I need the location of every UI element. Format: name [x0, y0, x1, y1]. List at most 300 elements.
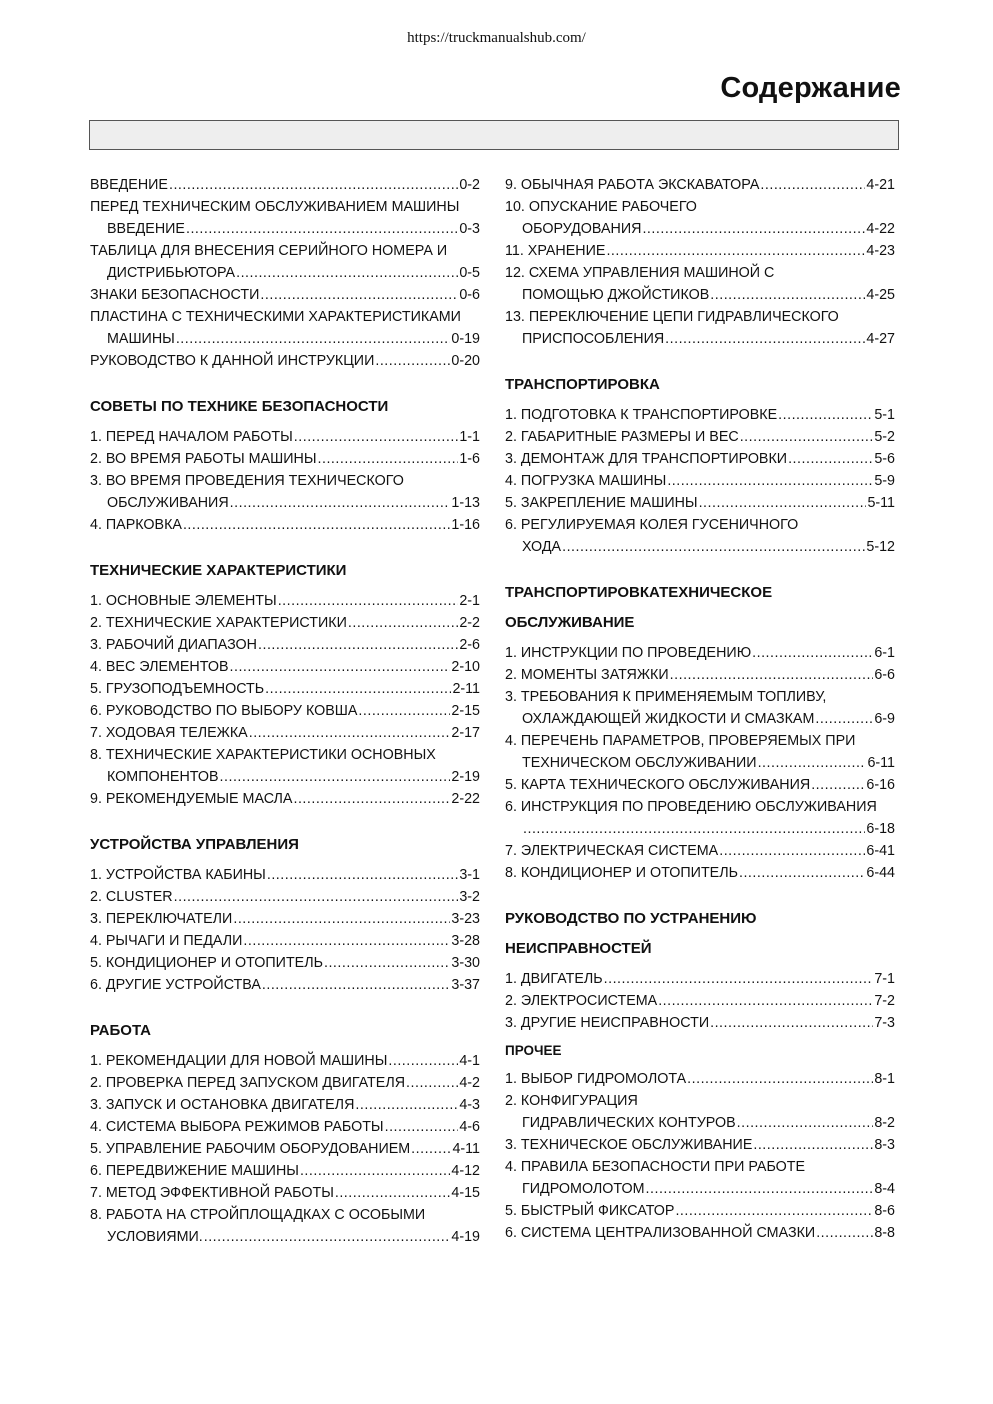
toc-entry-line — [505, 306, 895, 328]
toc-entry-label: 12. СХЕМА УПРАВЛЕНИЯ МАШИНОЙ С — [505, 265, 775, 281]
dot-leader — [375, 350, 450, 372]
toc-entry-label: ЗНАКИ БЕЗОПАСНОСТИ — [90, 287, 260, 303]
toc-entry-line — [505, 774, 895, 796]
toc-entry-line — [90, 886, 480, 908]
toc-entry[interactable] — [90, 886, 480, 908]
toc-entry-line — [90, 240, 480, 262]
dot-leader — [740, 426, 874, 448]
toc-page-number: 0-2 — [459, 177, 480, 193]
toc-page-number: 0-19 — [451, 331, 480, 347]
toc-entry[interactable] — [90, 196, 480, 240]
toc-entry[interactable] — [90, 1138, 480, 1160]
toc-page-number: 7-3 — [874, 1015, 895, 1031]
toc-page-number: 8-3 — [874, 1137, 895, 1153]
toc-entry[interactable] — [90, 1160, 480, 1182]
dot-leader — [646, 1178, 874, 1200]
toc-entry-line — [505, 796, 895, 818]
toc-page-number: 4-2 — [459, 1075, 480, 1091]
toc-entry-label: ДИСТРИБЬЮТОРА — [107, 265, 236, 281]
section-heading — [505, 1040, 895, 1062]
toc-entry[interactable] — [90, 678, 480, 700]
toc-entry-line — [90, 470, 480, 492]
dot-leader — [204, 1226, 451, 1248]
toc-page-number: 4-6 — [459, 1119, 480, 1135]
toc-page-number: 3-2 — [459, 889, 480, 905]
toc-entry-line — [505, 862, 895, 884]
toc-entry-label: 6. ИНСТРУКЦИЯ ПО ПРОВЕДЕНИЮ ОБСЛУЖИВАНИЯ — [505, 799, 877, 815]
toc-entry-label: 1. ИНСТРУКЦИИ ПО ПРОВЕДЕНИЮ — [505, 645, 752, 661]
toc-entry[interactable] — [505, 1012, 895, 1034]
dot-leader — [778, 404, 873, 426]
toc-entry-label: ОБОРУДОВАНИЯ — [522, 221, 642, 237]
toc-entry-line — [90, 700, 480, 722]
toc-entry[interactable] — [505, 426, 895, 448]
toc-entry-line — [505, 1112, 895, 1134]
toc-entry-line — [90, 908, 480, 930]
toc-entry-label: УСЛОВИЯМИ. — [107, 1229, 203, 1245]
toc-entry-label: ПЕРЕД ТЕХНИЧЕСКИМ ОБСЛУЖИВАНИЕМ МАШИНЫ — [90, 199, 460, 215]
section-heading — [505, 582, 895, 634]
toc-entry-label: 3. ЗАПУСК И ОСТАНОВКА ДВИГАТЕЛЯ — [90, 1097, 355, 1113]
toc-entry-label: 4. РЫЧАГИ И ПЕДАЛИ — [90, 933, 243, 949]
section-heading-line: ТРАНСПОРТИРОВКА — [505, 376, 660, 393]
dot-leader — [293, 788, 450, 810]
toc-entry[interactable] — [90, 908, 480, 930]
dot-leader — [220, 766, 451, 788]
toc-entry-line — [90, 656, 480, 678]
toc-entry-line — [505, 426, 895, 448]
toc-page-number: 4-25 — [866, 287, 895, 303]
toc-page-number: 3-1 — [459, 867, 480, 883]
dot-leader — [243, 930, 450, 952]
dot-leader — [739, 862, 865, 884]
toc-entry[interactable] — [505, 1222, 895, 1244]
toc-entry[interactable] — [505, 1134, 895, 1156]
toc-entry-line — [90, 788, 480, 810]
toc-entry-label: 1. РЕКОМЕНДАЦИИ ДЛЯ НОВОЙ МАШИНЫ — [90, 1053, 388, 1069]
toc-entry-label: ТАБЛИЦА ДЛЯ ВНЕСЕНИЯ СЕРИЙНОГО НОМЕРА И — [90, 243, 448, 259]
toc-page-number: 8-4 — [874, 1181, 895, 1197]
dot-leader — [183, 514, 450, 536]
dot-leader — [174, 886, 459, 908]
toc-entry-label: ХОДА — [522, 539, 562, 555]
toc-entry[interactable] — [505, 492, 895, 514]
toc-page-number: 3-23 — [451, 911, 480, 927]
toc-entry-label: 5. КОНДИЦИОНЕР И ОТОПИТЕЛЬ — [90, 955, 323, 971]
toc-entry[interactable] — [505, 730, 895, 774]
section-heading-line: РУКОВОДСТВО ПО УСТРАНЕНИЮ — [505, 910, 757, 927]
title-rule-bar — [89, 120, 899, 150]
toc-entry[interactable] — [505, 990, 895, 1012]
toc-entry[interactable] — [505, 1090, 895, 1134]
toc-entry[interactable] — [90, 306, 480, 350]
toc-entry-label: 4. ПЕРЕЧЕНЬ ПАРАМЕТРОВ, ПРОВЕРЯЕМЫХ ПРИ — [505, 733, 856, 749]
toc-page-number: 4-15 — [451, 1185, 480, 1201]
toc-entry-label: 3. ДРУГИЕ НЕИСПРАВНОСТИ — [505, 1015, 710, 1031]
toc-entry-label: 2. ЭЛЕКТРОСИСТЕМА — [505, 993, 658, 1009]
toc-entry-line — [505, 328, 895, 350]
toc-entry[interactable] — [90, 174, 480, 196]
toc-entry[interactable] — [505, 306, 895, 350]
toc-entry-label: 5. БЫСТРЫЙ ФИКСАТОР — [505, 1203, 675, 1219]
toc-page-number: 4-21 — [866, 177, 895, 193]
toc-entry-label: 2. CLUSTER — [90, 889, 173, 905]
toc-entry-label: 7. МЕТОД ЭФФЕКТИВНОЙ РАБОТЫ — [90, 1185, 334, 1201]
toc-entry[interactable] — [90, 514, 480, 536]
dot-leader — [675, 1200, 873, 1222]
section-heading-line: РАБОТА — [90, 1022, 152, 1039]
dot-leader — [710, 284, 865, 306]
toc-entry-line — [90, 612, 480, 634]
toc-entry-line — [505, 240, 895, 262]
section-heading-line: ТРАНСПОРТИРОВКАТЕХНИЧЕСКОЕ — [505, 584, 773, 601]
toc-page-number: 6-41 — [866, 843, 895, 859]
toc-entry-line — [505, 1156, 895, 1178]
toc-entry-label: ТЕХНИЧЕСКОМ ОБСЛУЖИВАНИИ — [522, 755, 757, 771]
toc-entry[interactable] — [505, 686, 895, 730]
toc-entry-line — [90, 1182, 480, 1204]
toc-entry-label: 1. УСТРОЙСТВА КАБИНЫ — [90, 867, 266, 883]
toc-page-number: 8-2 — [874, 1115, 895, 1131]
toc-entry[interactable] — [90, 448, 480, 470]
toc-entry-label: 5. ГРУЗОПОДЪЕМНОСТЬ — [90, 681, 265, 697]
toc-entry-label: 3. ВО ВРЕМЯ ПРОВЕДЕНИЯ ТЕХНИЧЕСКОГО — [90, 473, 404, 489]
toc-entry[interactable] — [90, 612, 480, 634]
toc-entry-line — [90, 1116, 480, 1138]
toc-page-number: 4-23 — [866, 243, 895, 259]
section-heading — [90, 834, 480, 856]
toc-page-number: 6-44 — [866, 865, 895, 881]
toc-page-number: 8-6 — [874, 1203, 895, 1219]
toc-entry-line — [505, 536, 895, 558]
toc-entry[interactable] — [505, 514, 895, 558]
toc-page-number: 2-19 — [451, 769, 480, 785]
toc-entry-line — [505, 218, 895, 240]
toc-entry[interactable] — [505, 262, 895, 306]
toc-page-number: 2-2 — [459, 615, 480, 631]
toc-entry-line — [505, 730, 895, 752]
toc-entry-line — [90, 448, 480, 470]
toc-entry-label: 1. ОСНОВНЫЕ ЭЛЕМЕНТЫ — [90, 593, 277, 609]
toc-entry-line — [90, 1204, 480, 1226]
toc-page-number: 5-2 — [874, 429, 895, 445]
toc-entry-line — [505, 686, 895, 708]
toc-entry-label: 6. РЕГУЛИРУЕМАЯ КОЛЕЯ ГУСЕНИЧНОГО — [505, 517, 799, 533]
toc-entry-line — [90, 328, 480, 350]
toc-entry[interactable] — [90, 426, 480, 448]
toc-entry-line — [505, 514, 895, 536]
toc-page-number: 1-1 — [459, 429, 480, 445]
toc-entry-label: 1. ПОДГОТОВКА К ТРАНСПОРТИРОВКЕ — [505, 407, 778, 423]
toc-entry[interactable] — [90, 974, 480, 996]
toc-page-number: 0-6 — [459, 287, 480, 303]
toc-entry[interactable] — [90, 634, 480, 656]
toc-entry-label: 2. ГАБАРИТНЫЕ РАЗМЕРЫ И ВЕС — [505, 429, 739, 445]
toc-entry[interactable] — [90, 470, 480, 514]
toc-entry-label: 2. ТЕХНИЧЕСКИЕ ХАРАКТЕРИСТИКИ — [90, 615, 347, 631]
dot-leader — [760, 174, 865, 196]
dot-leader — [815, 708, 873, 730]
toc-entry-line — [505, 492, 895, 514]
toc-entry-line — [90, 218, 480, 240]
dot-leader — [699, 492, 867, 514]
toc-entry[interactable] — [505, 862, 895, 884]
dot-leader — [230, 656, 451, 678]
dot-leader — [358, 700, 450, 722]
toc-entry-line — [90, 1072, 480, 1094]
toc-entry[interactable] — [90, 590, 480, 612]
toc-entry[interactable] — [505, 968, 895, 990]
source-url: https://truckmanualshub.com/ — [407, 30, 586, 46]
toc-entry[interactable] — [505, 174, 895, 196]
toc-entry-label: РУКОВОДСТВО К ДАННОЙ ИНСТРУКЦИИ — [90, 353, 375, 369]
toc-entry-line — [505, 1134, 895, 1156]
toc-entry-label: 8. ТЕХНИЧЕСКИЕ ХАРАКТЕРИСТИКИ ОСНОВНЫХ — [90, 747, 436, 763]
toc-entry[interactable] — [90, 656, 480, 678]
toc-entry-line — [90, 1094, 480, 1116]
toc-entry-label: 4. ПОГРУЗКА МАШИНЫ — [505, 473, 667, 489]
toc-entry-line — [505, 990, 895, 1012]
toc-entry-line — [90, 634, 480, 656]
toc-entry-line — [505, 284, 895, 306]
toc-page-number: 4-11 — [452, 1141, 480, 1157]
toc-entry-line — [90, 744, 480, 766]
toc-entry[interactable] — [505, 240, 895, 262]
toc-entry[interactable] — [90, 952, 480, 974]
toc-page-number: 7-2 — [874, 993, 895, 1009]
toc-entry[interactable] — [505, 196, 895, 240]
toc-entry-label: 2. ПРОВЕРКА ПЕРЕД ЗАПУСКОМ ДВИГАТЕЛЯ — [90, 1075, 406, 1091]
toc-page-number: 6-11 — [867, 755, 895, 771]
toc-entry-label: ПЛАСТИНА С ТЕХНИЧЕСКИМИ ХАРАКТЕРИСТИКАМИ — [90, 309, 461, 325]
toc-entry-line — [90, 722, 480, 744]
toc-page-number: 8-1 — [874, 1071, 895, 1087]
toc-entry-label: 4. ПРАВИЛА БЕЗОПАСНОСТИ ПРИ РАБОТЕ — [505, 1159, 806, 1175]
toc-entry-label: ПОМОЩЬЮ ДЖОЙСТИКОВ — [522, 287, 710, 303]
toc-entry-line — [505, 448, 895, 470]
toc-entry-label: 6. РУКОВОДСТВО ПО ВЫБОРУ КОВША — [90, 703, 358, 719]
toc-page-number: 0-20 — [451, 353, 480, 369]
toc-entry[interactable] — [90, 788, 480, 810]
toc-page-number: 3-37 — [451, 977, 480, 993]
dot-leader — [324, 952, 450, 974]
toc-entry[interactable] — [90, 722, 480, 744]
toc-entry-line — [505, 470, 895, 492]
dot-leader — [753, 1134, 873, 1156]
toc-entry[interactable] — [505, 840, 895, 862]
toc-entry[interactable] — [90, 240, 480, 284]
toc-entry[interactable] — [90, 864, 480, 886]
dot-leader — [604, 968, 874, 990]
dot-leader — [176, 328, 451, 350]
toc-page-number: 5-12 — [866, 539, 895, 555]
toc-page-number: 2-11 — [452, 681, 480, 697]
dot-leader — [230, 492, 451, 514]
dot-leader — [710, 1012, 873, 1034]
toc-entry-line — [505, 708, 895, 730]
toc-page-number: 5-9 — [874, 473, 895, 489]
toc-page-number: 3-28 — [451, 933, 480, 949]
section-heading — [90, 560, 480, 582]
toc-page-number: 2-1 — [459, 593, 480, 609]
toc-page-number: 4-12 — [451, 1163, 480, 1179]
toc-entry-line — [505, 196, 895, 218]
dot-leader — [236, 262, 458, 284]
toc-entry-line — [505, 262, 895, 284]
toc-entry[interactable] — [90, 1116, 480, 1138]
dot-leader — [719, 840, 865, 862]
toc-entry[interactable] — [90, 1072, 480, 1094]
toc-entry-label: 2. ВО ВРЕМЯ РАБОТЫ МАШИНЫ — [90, 451, 317, 467]
toc-page-number: 5-11 — [867, 495, 895, 511]
toc-page-number: 1-16 — [451, 517, 480, 533]
toc-entry-line — [90, 590, 480, 612]
dot-leader — [258, 634, 458, 656]
toc-page-number: 2-6 — [459, 637, 480, 653]
toc-entry-label: 8. РАБОТА НА СТРОЙПЛОЩАДКАХ С ОСОБЫМИ — [90, 1207, 426, 1223]
toc-entry-label: 7. ЭЛЕКТРИЧЕСКАЯ СИСТЕМА — [505, 843, 719, 859]
toc-entry[interactable] — [90, 350, 480, 372]
toc-page-number: 5-6 — [874, 451, 895, 467]
dot-leader — [318, 448, 459, 470]
toc-right-column — [505, 174, 895, 1244]
toc-entry[interactable] — [505, 642, 895, 664]
toc-entry-label: 5. УПРАВЛЕНИЕ РАБОЧИМ ОБОРУДОВАНИЕМ — [90, 1141, 411, 1157]
toc-entry-line — [90, 306, 480, 328]
toc-entry[interactable] — [505, 796, 895, 840]
toc-entry-line — [90, 426, 480, 448]
toc-entry[interactable] — [90, 1050, 480, 1072]
toc-entry-label: 6. ПЕРЕДВИЖЕНИЕ МАШИНЫ — [90, 1163, 299, 1179]
dot-leader — [355, 1094, 458, 1116]
toc-entry-label: 6. ДРУГИЕ УСТРОЙСТВА — [90, 977, 261, 993]
toc-entry-label: ОХЛАЖДАЮЩЕЙ ЖИДКОСТИ И СМАЗКАМ — [522, 711, 815, 727]
toc-page-number: 5-1 — [874, 407, 895, 423]
toc-entry[interactable] — [90, 284, 480, 306]
toc-entry-label: 6. СИСТЕМА ЦЕНТРАЛИЗОВАННОЙ СМАЗКИ — [505, 1225, 816, 1241]
toc-entry-label: 8. КОНДИЦИОНЕР И ОТОПИТЕЛЬ — [505, 865, 738, 881]
toc-entry-line — [90, 1050, 480, 1072]
toc-entry-label: ПРИСПОСОБЛЕНИЯ — [522, 331, 665, 347]
toc-entry-label: 3. ТРЕБОВАНИЯ К ПРИМЕНЯЕМЫМ ТОПЛИВУ, — [505, 689, 827, 705]
dot-leader — [670, 664, 874, 686]
toc-entry-line — [90, 1226, 480, 1248]
toc-entry-label: 5. ЗАКРЕПЛЕНИЕ МАШИНЫ — [505, 495, 698, 511]
dot-leader — [260, 284, 458, 306]
toc-page-number: 6-9 — [874, 711, 895, 727]
toc-entry-label: 4. ПАРКОВКА — [90, 517, 182, 533]
toc-page-number: 2-10 — [451, 659, 480, 675]
toc-entry-line — [505, 1178, 895, 1200]
section-heading — [505, 908, 895, 960]
toc-entry-label: ОБСЛУЖИВАНИЯ — [107, 495, 229, 511]
toc-entry[interactable] — [505, 664, 895, 686]
dot-leader — [267, 864, 458, 886]
dot-leader — [300, 1160, 450, 1182]
toc-page-number: 4-1 — [459, 1053, 480, 1069]
toc-entry-label: 1. ДВИГАТЕЛЬ — [505, 971, 603, 987]
section-heading-line: НЕИСПРАВНОСТЕЙ — [505, 940, 652, 957]
toc-entry-line — [90, 678, 480, 700]
toc-entry-line — [505, 404, 895, 426]
toc-page-number: 6-6 — [874, 667, 895, 683]
toc-entry[interactable] — [90, 1094, 480, 1116]
toc-entry[interactable] — [505, 1068, 895, 1090]
toc-entry-label: 2. КОНФИГУРАЦИЯ — [505, 1093, 638, 1109]
toc-entry-line — [505, 840, 895, 862]
toc-page-number: 4-19 — [451, 1229, 480, 1245]
page-title: Содержание — [720, 72, 901, 104]
toc-entry-line — [505, 1090, 895, 1112]
toc-entry[interactable] — [505, 404, 895, 426]
dot-leader — [186, 218, 458, 240]
section-heading — [505, 374, 895, 396]
toc-entry[interactable] — [505, 448, 895, 470]
toc-entry[interactable] — [90, 1204, 480, 1248]
section-heading-line: ТЕХНИЧЕСКИЕ ХАРАКТЕРИСТИКИ — [90, 562, 347, 579]
toc-entry-label: 11. ХРАНЕНИЕ — [505, 243, 606, 259]
toc-entry[interactable] — [90, 930, 480, 952]
section-heading-line: СОВЕТЫ ПО ТЕХНИКЕ БЕЗОПАСНОСТИ — [90, 398, 389, 415]
toc-entry-line — [505, 1068, 895, 1090]
dot-leader — [687, 1068, 873, 1090]
toc-entry-label: 2. МОМЕНТЫ ЗАТЯЖКИ — [505, 667, 669, 683]
dot-leader — [233, 908, 450, 930]
toc-entry-label: МАШИНЫ — [107, 331, 175, 347]
toc-entry-label: 7. ХОДОВАЯ ТЕЛЕЖКА — [90, 725, 248, 741]
toc-entry-line — [90, 974, 480, 996]
toc-entry[interactable] — [505, 1156, 895, 1200]
toc-entry[interactable] — [505, 470, 895, 492]
toc-entry-line — [90, 952, 480, 974]
section-heading-line: УСТРОЙСТВА УПРАВЛЕНИЯ — [90, 836, 299, 853]
toc-page-number: 1-13 — [451, 495, 480, 511]
toc-entry-line — [90, 284, 480, 306]
toc-entry-line — [90, 492, 480, 514]
toc-page-number: 8-8 — [874, 1225, 895, 1241]
toc-entry-label: ВВЕДЕНИЕ — [90, 177, 168, 193]
dot-leader — [752, 642, 873, 664]
toc-page-number: 1-6 — [459, 451, 480, 467]
toc-entry-line — [505, 1200, 895, 1222]
toc-entry-label: 9. ОБЫЧНАЯ РАБОТА ЭКСКАВАТОРА — [505, 177, 760, 193]
dot-leader — [758, 752, 867, 774]
toc-entry[interactable] — [90, 1182, 480, 1204]
dot-leader — [562, 536, 865, 558]
toc-entry-label: ВВЕДЕНИЕ — [107, 221, 185, 237]
toc-page-number: 2-22 — [451, 791, 480, 807]
toc-entry[interactable] — [505, 774, 895, 796]
toc-page-number: 7-1 — [874, 971, 895, 987]
toc-page-number: 6-18 — [866, 821, 895, 837]
toc-page-number: 0-5 — [459, 265, 480, 281]
toc-entry-label: 3. ПЕРЕКЛЮЧАТЕЛИ — [90, 911, 233, 927]
dot-leader — [811, 774, 865, 796]
dot-leader — [265, 678, 451, 700]
dot-leader — [788, 448, 873, 470]
toc-page-number: 6-1 — [874, 645, 895, 661]
toc-entry-line — [505, 1012, 895, 1034]
toc-entry-line — [90, 174, 480, 196]
toc-page-number: 4-22 — [866, 221, 895, 237]
toc-entry-line — [90, 196, 480, 218]
toc-entry-line — [505, 174, 895, 196]
toc-entry[interactable] — [90, 744, 480, 788]
toc-entry[interactable] — [90, 700, 480, 722]
toc-entry[interactable] — [505, 1200, 895, 1222]
toc-entry-label: 3. ДЕМОНТАЖ ДЛЯ ТРАНСПОРТИРОВКИ — [505, 451, 788, 467]
section-heading-line: ОБСЛУЖИВАНИЕ — [505, 614, 635, 631]
